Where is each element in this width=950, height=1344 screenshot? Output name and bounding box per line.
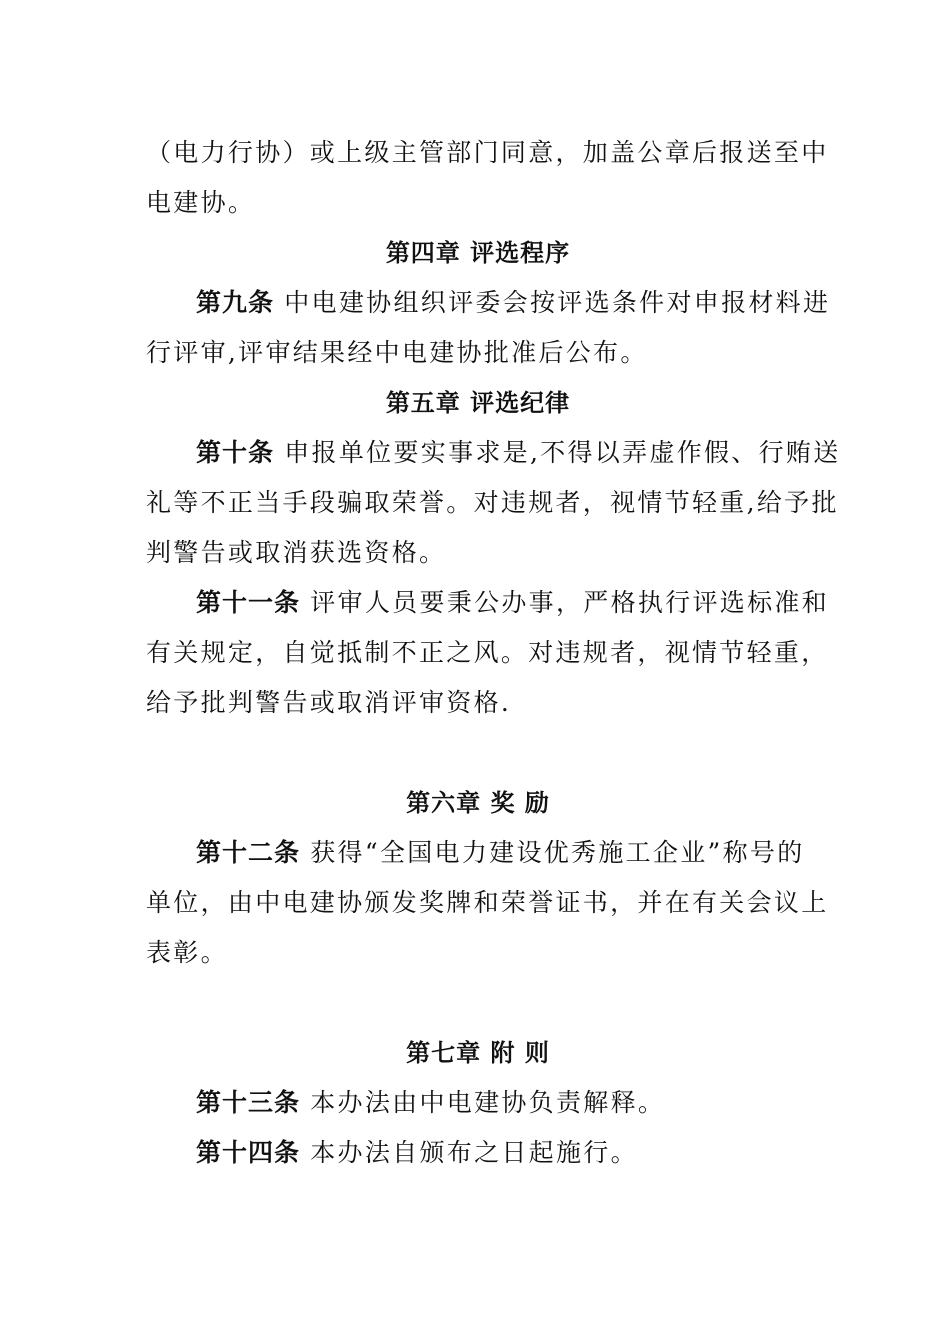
article-10: [146, 428, 841, 478]
article-9: [146, 278, 831, 328]
article-14-label: 第十四条: [196, 1138, 301, 1167]
article-12-line-3: 表彰。: [146, 938, 228, 967]
chapter-6-heading: 第六章 奖 励: [406, 789, 550, 817]
article-11-line-3: 给予批判警告或取消评审资格.: [146, 688, 512, 717]
article-13: [146, 1078, 810, 1128]
article-12-line-2: 单位，由中电建协颁发奖牌和荣誉证书，并在有关会议上: [146, 888, 829, 917]
article-11: [146, 578, 829, 628]
chapter-7-heading: 第七章 附 则: [406, 1039, 550, 1067]
continuation-line-2: 电建协。: [146, 188, 256, 217]
article-12: [146, 828, 810, 878]
article-10-line-2: 礼等不正当手段骗取荣誉。对违规者，视情节轻重,给予批: [146, 488, 839, 517]
article-9-line-2: 行评审,评审结果经中电建协批准后公布。: [146, 338, 648, 367]
article-10-line-3: 判警告或取消获选资格。: [146, 538, 447, 567]
article-13-label: 第十三条: [196, 1088, 301, 1117]
article-12-label: 第十二条: [196, 838, 301, 867]
article-11-label: 第十一条: [196, 588, 301, 617]
document-page: [146, 128, 841, 1178]
article-9-label: 第九条: [196, 288, 275, 317]
article-9-text-1: 中电建协组织评委会按评选条件对申报材料进: [274, 288, 831, 317]
article-13-text: 本办法由中电建协负责解释。: [300, 1088, 666, 1117]
article-12-text-1: 获得“全国电力建设优秀施工企业”称号的: [300, 838, 805, 867]
article-14-text: 本办法自颁布之日起施行。: [300, 1138, 638, 1167]
article-10-text-1: 申报单位要实事求是,不得以弄虚作假、行贿送: [274, 438, 841, 467]
article-11-text-1: 评审人员要秉公办事，严格执行评选标准和: [300, 588, 829, 617]
article-10-label: 第十条: [196, 438, 275, 467]
continuation-line-1: （电力行协）或上级主管部门同意，加盖公章后报送至中: [146, 138, 829, 167]
chapter-5-heading: 第五章 评选纪律: [385, 389, 571, 417]
chapter-4-heading: 第四章 评选程序: [385, 239, 571, 267]
article-11-line-2: 有关规定，自觉抵制不正之风。对违规者，视情节轻重，: [146, 638, 829, 667]
article-14: [146, 1128, 810, 1178]
